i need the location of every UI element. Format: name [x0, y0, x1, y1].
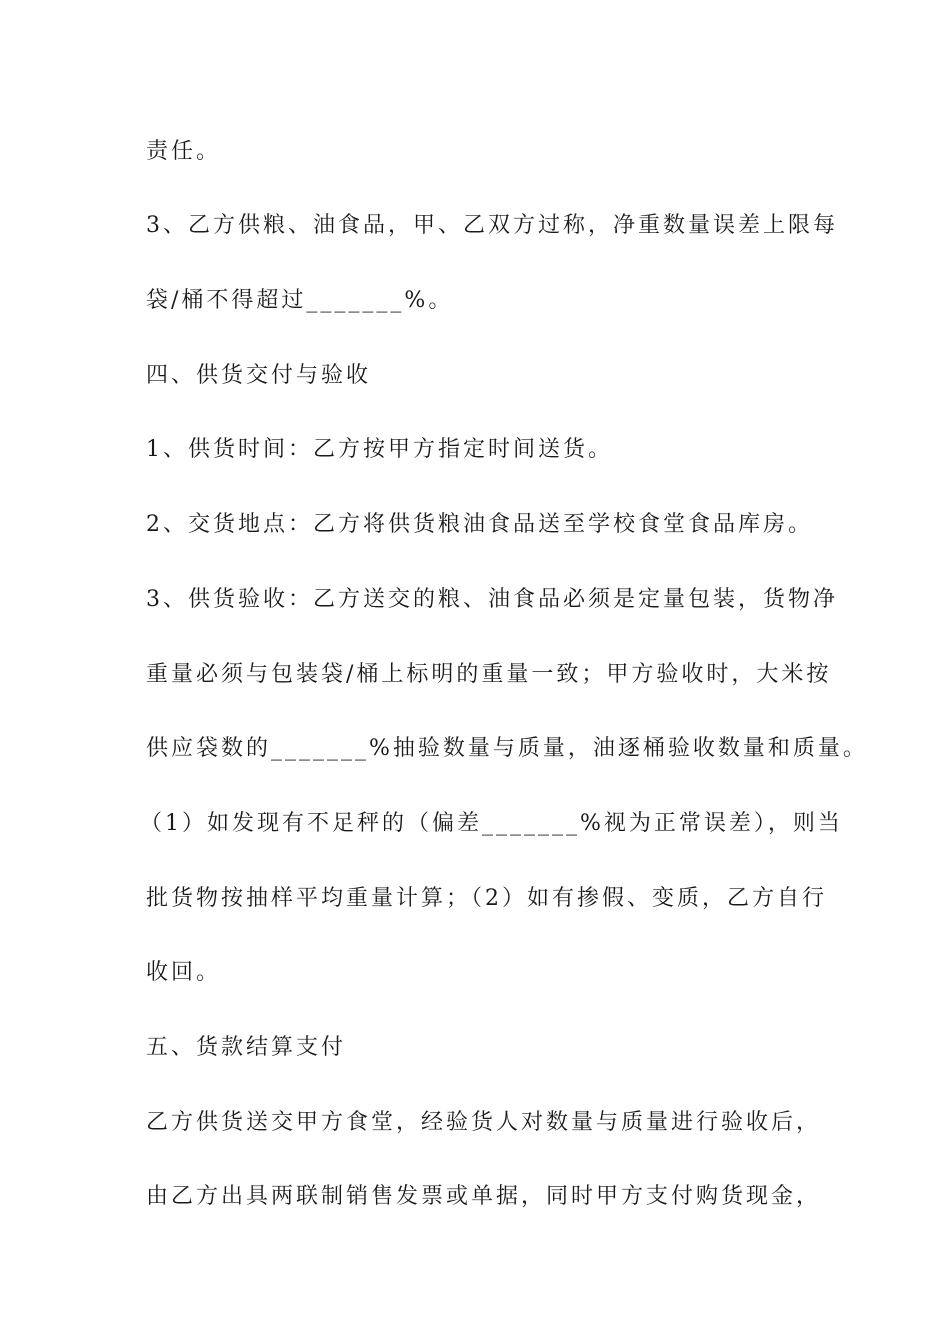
text-line: 2、交货地点：乙方将供货粮油食品送至学校食堂食品库房。	[146, 512, 813, 537]
text-line: 供应袋数的_______%抽验数量与质量，油逐桶验收数量和质量。	[146, 736, 868, 761]
section-heading: 五、货款结算支付	[146, 1035, 347, 1060]
text-line: 乙方供货送交甲方食堂，经验货人对数量与质量进行验收后，	[146, 1110, 822, 1135]
text-line: 袋/桶不得超过_______%。	[146, 288, 454, 313]
text-line: 由乙方出具两联制销售发票或单据，同时甲方支付购货现金，	[146, 1184, 822, 1209]
text-line: 重量必须与包装袋/桶上标明的重量一致；甲方验收时，大米按	[146, 662, 832, 687]
text-line: 3、供货验收：乙方送交的粮、油食品必须是定量包装，货物净	[146, 587, 838, 612]
section-heading: 四、供货交付与验收	[146, 363, 372, 388]
text-line: 收回。	[146, 960, 222, 985]
text-line: 批货物按抽样平均重量计算；（2）如有掺假、变质，乙方自行	[146, 886, 827, 911]
text-line: 责任。	[146, 139, 222, 164]
text-line: 3、乙方供粮、油食品，甲、乙双方过称，净重数量误差上限每	[146, 213, 838, 238]
text-line: 1、供货时间：乙方按甲方指定时间送货。	[146, 437, 613, 462]
text-line: （1）如发现有不足秤的（偏差_______%视为正常误差），则当	[140, 811, 843, 836]
